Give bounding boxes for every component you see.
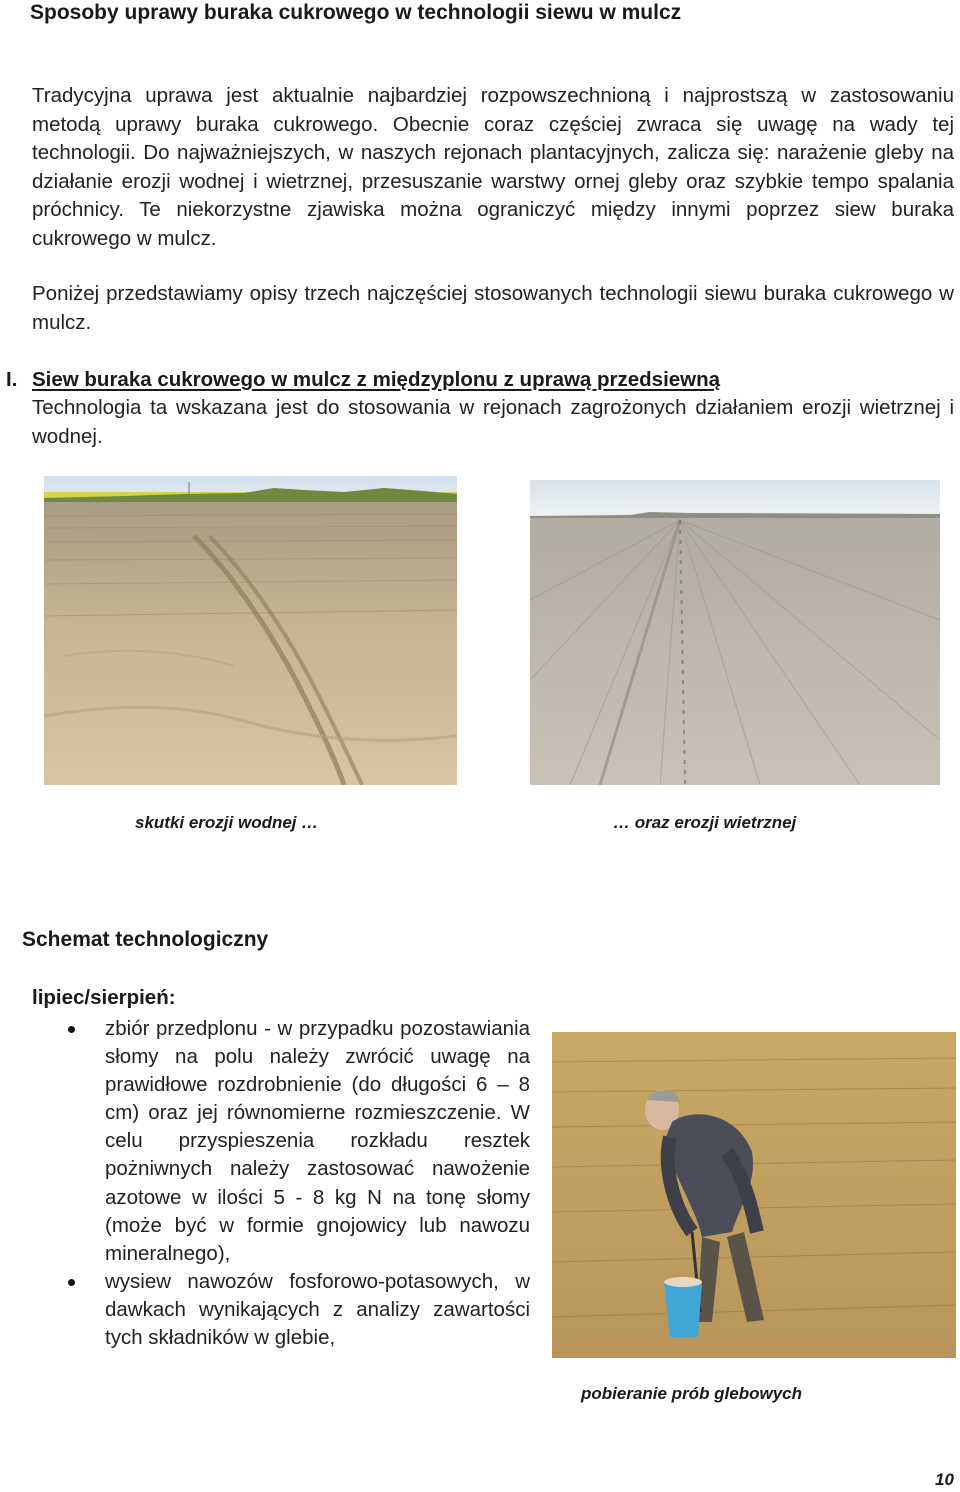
section-number: I. [6,368,18,391]
intro-paragraph: Tradycyjna uprawa jest aktualnie najbardziej rozpowszechnioną i najprostszą w zastosowaniu metodą uprawy buraka cukrowego. Obecnie coraz częściej zwraca się uwagę na wady tej technologii. Do najważniejszych, w naszych rejonach plantacyjnych, zalicza się: narażenie gleby na działanie erozji wodnej i wietrznej, przesuszanie warstwy ornej gleby oraz szybkie tempo spalania próchnicy. Te niekorzystne zjawiska można ograniczyć między innymi poprzez siew buraka cukrowego w mulcz. [32,84,954,250]
list-item: zbiór przedplonu - w przypadku pozostawiania słomy na polu należy zwrócić uwagę na prawidłowe rozdrobnienie (do długości 6 – 8 cm) oraz jej równomierne rozmieszczenie. W celu przyspieszenia rozkładu resztek pożniwnych należy zastosować nawożenie azotowe w ilości 5 - 8 kg N na tonę słomy (może być w formie gnojowicy lub nawozu mineralnego), [60,1015,530,1268]
section-description: Technologia ta wskazana jest do stosowania w rejonach zagrożonych działaniem erozji wietrznej i wodnej. [32,396,954,448]
bullet-icon [68,1279,75,1286]
soil-sampling-photo [552,1032,956,1358]
wind-erosion-caption: … oraz erozji wietrznej [613,813,797,832]
schemat-heading: Schemat technologiczny [22,928,269,951]
section-heading [6,366,720,394]
soil-sampling-caption: pobieranie prób glebowych [581,1384,803,1403]
bullet-list [60,1015,530,1352]
page-title: Sposoby uprawy buraka cukrowego w technologii siewu w mulcz [30,1,682,24]
month-label: lipiec/sierpień: [32,986,176,1009]
list-item: wysiew nawozów fosforowo-potasowych, w dawkach wynikających z analizy zawartości tych składników w glebie, [60,1268,530,1352]
section-title: Siew buraka cukrowego w mulcz z międzyplonu z uprawą przedsiewną [32,368,721,391]
wind-erosion-photo [530,480,940,785]
water-erosion-photo [44,476,457,785]
second-paragraph: Poniżej przedstawiamy opisy trzech najczęściej stosowanych technologii siewu buraka cukrowego w mulcz. [32,282,954,334]
water-erosion-caption: skutki erozji wodnej … [135,813,319,832]
page-number: 10 [935,1470,954,1489]
bullet-icon [68,1026,75,1033]
